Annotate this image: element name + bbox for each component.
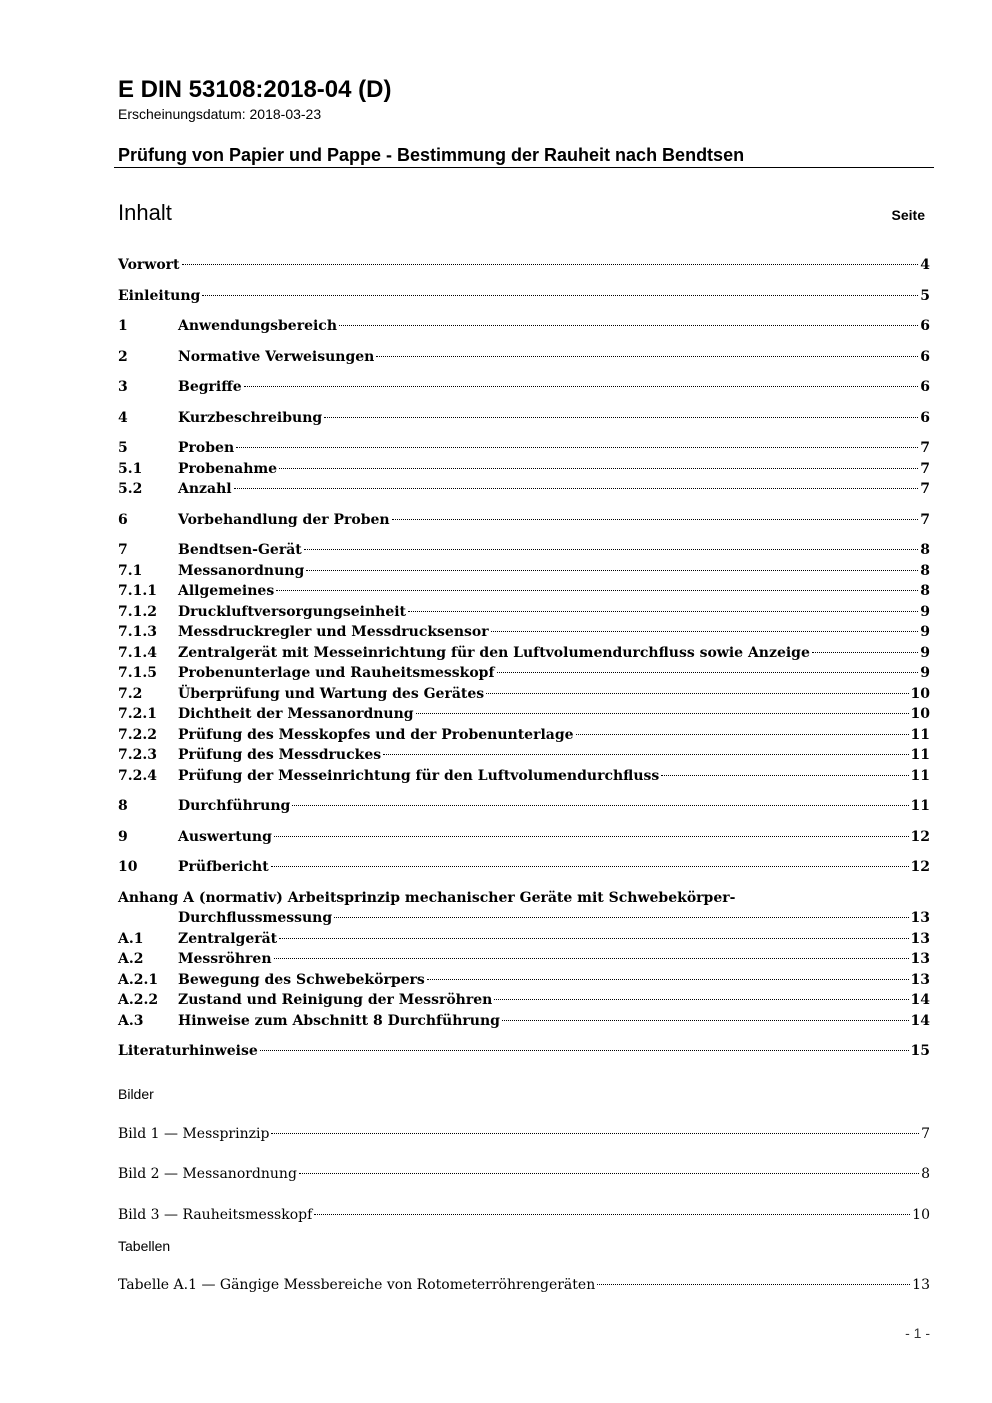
document-title: E DIN 53108:2018-04 (D) bbox=[118, 76, 392, 103]
toc-entry-7-2[interactable]: 7.2 Überprüfung und Wartung des Gerätes 10 bbox=[118, 685, 930, 702]
toc-entry-6[interactable]: 6 Vorbehandlung der Proben 7 bbox=[118, 511, 930, 528]
table-of-contents bbox=[118, 255, 930, 1062]
document-subtitle: Prüfung von Papier und Pappe - Bestimmung der Rauheit nach Bendtsen bbox=[118, 145, 745, 165]
toc-entry-7[interactable]: 7 Bendtsen-Gerät 8 bbox=[118, 542, 930, 558]
toc-entry-a-2-2[interactable]: A.2.2 Zustand und Reinigung der Messröhren 14 bbox=[118, 992, 930, 1008]
toc-entry-7-1-3[interactable]: 7.1.3 Messdruckregler und Messdrucksensor 9 bbox=[118, 624, 930, 640]
toc-entry-7-1-2[interactable]: 7.1.2 Druckluftversorgungseinheit 9 bbox=[118, 603, 930, 620]
document-header bbox=[118, 76, 934, 165]
toc-entry-7-2-2[interactable]: 7.2.2 Prüfung des Messkopfes und der Probenunterlage 11 bbox=[118, 726, 930, 743]
publication-date: Erscheinungsdatum: 2018-03-23 bbox=[118, 106, 322, 122]
toc-entry-7-1-1[interactable]: 7.1.1 Allgemeines 8 bbox=[118, 583, 930, 599]
toc-entry-7-2-3[interactable]: 7.2.3 Prüfung des Messdruckes 11 bbox=[118, 747, 930, 763]
table-entry-a-1[interactable]: Tabelle A.1 — Gängige Messbereiche von Rotometerröhrengeräten 13 bbox=[118, 1277, 930, 1293]
figure-entry-1[interactable]: Bild 1 — Messprinzip 7 bbox=[118, 1126, 930, 1142]
figure-entry-2[interactable]: Bild 2 — Messanordnung 8 bbox=[118, 1166, 930, 1182]
toc-entry-8[interactable]: 8 Durchführung 11 bbox=[118, 798, 930, 814]
toc-entry-a-1[interactable]: A.1 Zentralgerät 13 bbox=[118, 930, 930, 947]
toc-entry-a-2[interactable]: A.2 Messröhren 13 bbox=[118, 951, 930, 967]
toc-entry-7-1-5[interactable]: 7.1.5 Probenunterlage und Rauheitsmesskopf 9 bbox=[118, 665, 930, 681]
toc-entry-anhang-a-title[interactable]: Anhang A (normativ) Arbeitsprinzip mechanischer Geräte mit Schwebekörper- bbox=[118, 889, 736, 906]
figures-heading: Bilder bbox=[118, 1086, 154, 1102]
page-number: - 1 - bbox=[905, 1325, 930, 1341]
figure-entry-3[interactable]: Bild 3 — Rauheitsmesskopf 10 bbox=[118, 1207, 930, 1223]
toc-entry-7-1[interactable]: 7.1 Messanordnung 8 bbox=[118, 562, 930, 579]
page-column-label: Seite bbox=[891, 207, 925, 223]
toc-entry-10[interactable]: 10 Prüfbericht 12 bbox=[118, 859, 930, 875]
toc-entry-4[interactable]: 4 Kurzbeschreibung 6 bbox=[118, 409, 930, 426]
toc-entry-9[interactable]: 9 Auswertung 12 bbox=[118, 828, 930, 845]
toc-entry-literaturhinweise[interactable]: Literaturhinweise 15 bbox=[118, 1043, 930, 1059]
toc-entry-7-2-1[interactable]: 7.2.1 Dichtheit der Messanordnung 10 bbox=[118, 706, 930, 722]
header-divider bbox=[114, 167, 934, 168]
tables-heading: Tabellen bbox=[118, 1238, 171, 1254]
toc-heading: Inhalt bbox=[118, 200, 172, 225]
toc-entry-7-2-4[interactable]: 7.2.4 Prüfung der Messeinrichtung für den Luftvolumendurchfluss 11 bbox=[118, 767, 930, 784]
toc-entry-2[interactable]: 2 Normative Verweisungen 6 bbox=[118, 348, 930, 365]
toc-entry-vorwort[interactable]: Vorwort 4 bbox=[118, 257, 930, 273]
toc-entry-7-1-4[interactable]: 7.1.4 Zentralgerät mit Messeinrichtung für den Luftvolumendurchfluss sowie Anzeige 9 bbox=[118, 644, 930, 661]
toc-entry-5-2[interactable]: 5.2 Anzahl 7 bbox=[118, 481, 930, 497]
toc-entry-a-2-1[interactable]: A.2.1 Bewegung des Schwebekörpers 13 bbox=[118, 971, 930, 988]
toc-entry-1[interactable]: 1 Anwendungsbereich 6 bbox=[118, 318, 930, 334]
toc-entry-a-3[interactable]: A.3 Hinweise zum Abschnitt 8 Durchführung 14 bbox=[118, 1012, 930, 1029]
toc-entry-5[interactable]: 5 Proben 7 bbox=[118, 440, 930, 456]
toc-entry-3[interactable]: 3 Begriffe 6 bbox=[118, 379, 930, 395]
toc-entry-anhang-a[interactable]: Durchflussmessung 13 bbox=[178, 910, 930, 926]
toc-entry-einleitung[interactable]: Einleitung 5 bbox=[118, 287, 930, 304]
toc-entry-5-1[interactable]: 5.1 Probenahme 7 bbox=[118, 460, 930, 477]
